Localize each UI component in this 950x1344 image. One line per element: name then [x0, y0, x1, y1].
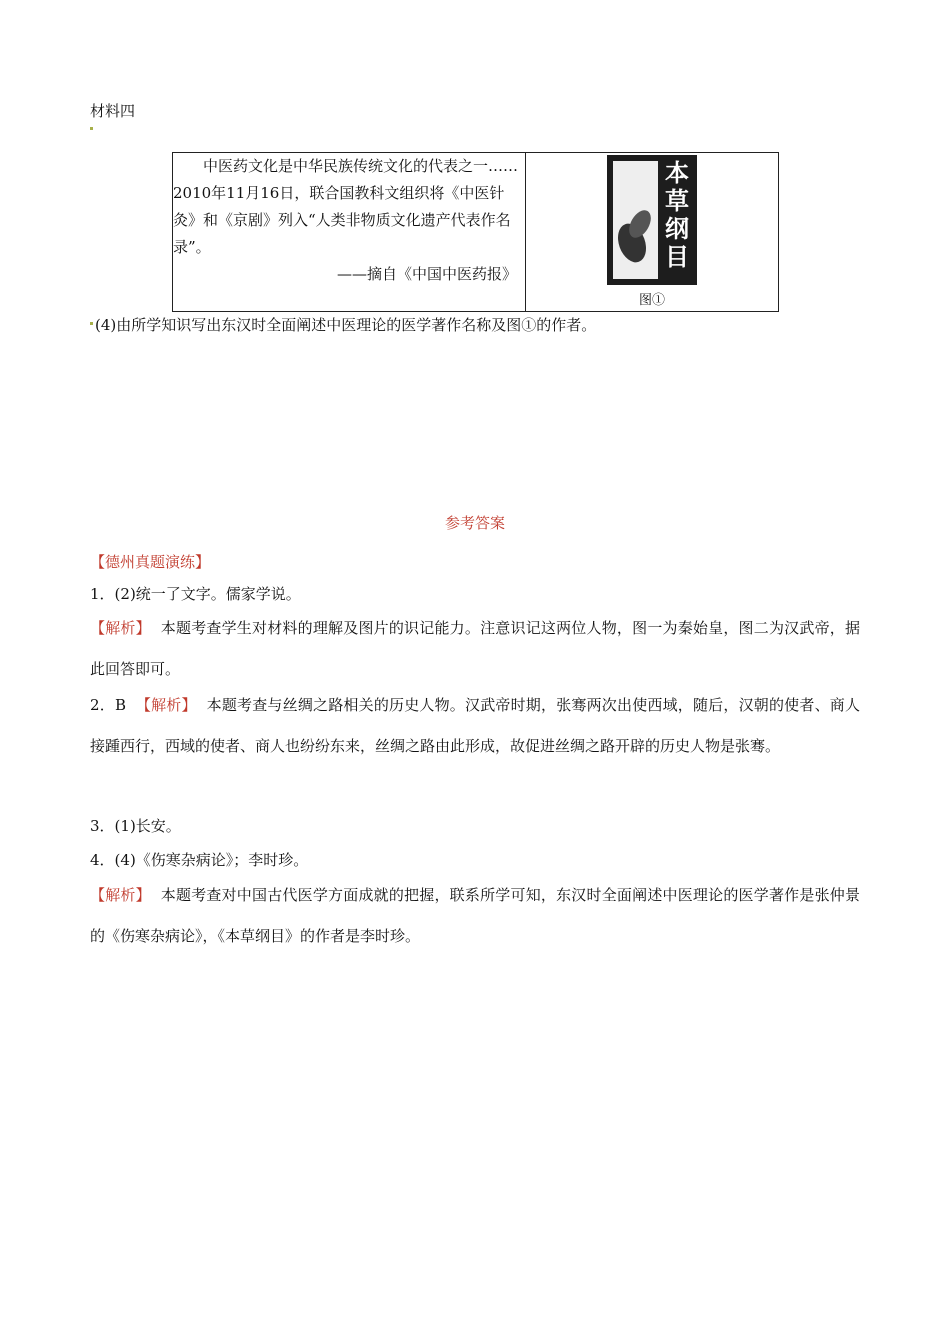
- book-cover-image: [607, 155, 697, 285]
- analysis-text: 本题考查对中国古代医学方面成就的把握，联系所学可知，东汉时全面阐述中医理论的医学著作是张仲景的《伤寒杂病论》，《本草纲目》的作者是李时珍。: [90, 886, 860, 945]
- answer-1: 1．(2)统一了文字。儒家学说。: [90, 585, 301, 603]
- quote-source: ——摘自《中国中医药报》: [336, 265, 517, 283]
- answer-4-explanation: [90, 875, 860, 957]
- answer-2-number: 2．B: [90, 696, 126, 714]
- answer-2: [90, 685, 860, 767]
- book-cover-title: 本草纲目: [665, 158, 689, 271]
- figure-caption: 图①: [638, 293, 665, 308]
- answer-4: 4．(4)《伤寒杂病论》；李时珍。: [90, 851, 309, 869]
- analysis-tag: 【解析】: [135, 696, 197, 714]
- analysis-tag: 【解析】: [90, 619, 151, 637]
- figure-cell: [526, 153, 779, 312]
- quote-cell: [173, 153, 526, 312]
- section-heading: 【德州真题演练】: [90, 553, 211, 571]
- plant-illustration: [613, 161, 658, 279]
- question-4: (4)由所学知识写出东汉时全面阐述中医理论的医学著作名称及图①的作者。: [95, 316, 597, 334]
- analysis-text: 本题考查与丝绸之路相关的历史人物。汉武帝时期，张骞两次出使西域，随后，汉朝的使者、商人接踵西行，西域的使者、商人也纷纷东来，丝绸之路由此形成，故促进丝绸之路开辟的历史人物是张骞。: [90, 696, 860, 755]
- answer-1-explanation: [90, 608, 860, 690]
- marker-dot: [90, 322, 93, 325]
- marker-dot: [90, 127, 93, 130]
- analysis-tag: 【解析】: [90, 886, 151, 904]
- answer-3: 3．(1)长安。: [90, 817, 181, 835]
- quote-text: 中医药文化是中华民族传统文化的代表之一……2010年11月16日，联合国教科文组织将《中医针灸》和《京剧》列入“人类非物质文化遗产代表作名录”。: [173, 157, 519, 256]
- material-table: [172, 152, 779, 312]
- answers-title: 参考答案: [444, 514, 505, 532]
- analysis-text: 本题考查学生对材料的理解及图片的识记能力。注意识记这两位人物，图一为秦始皇，图二为汉武帝，据此回答即可。: [90, 619, 860, 678]
- material-title: 材料四: [90, 102, 136, 120]
